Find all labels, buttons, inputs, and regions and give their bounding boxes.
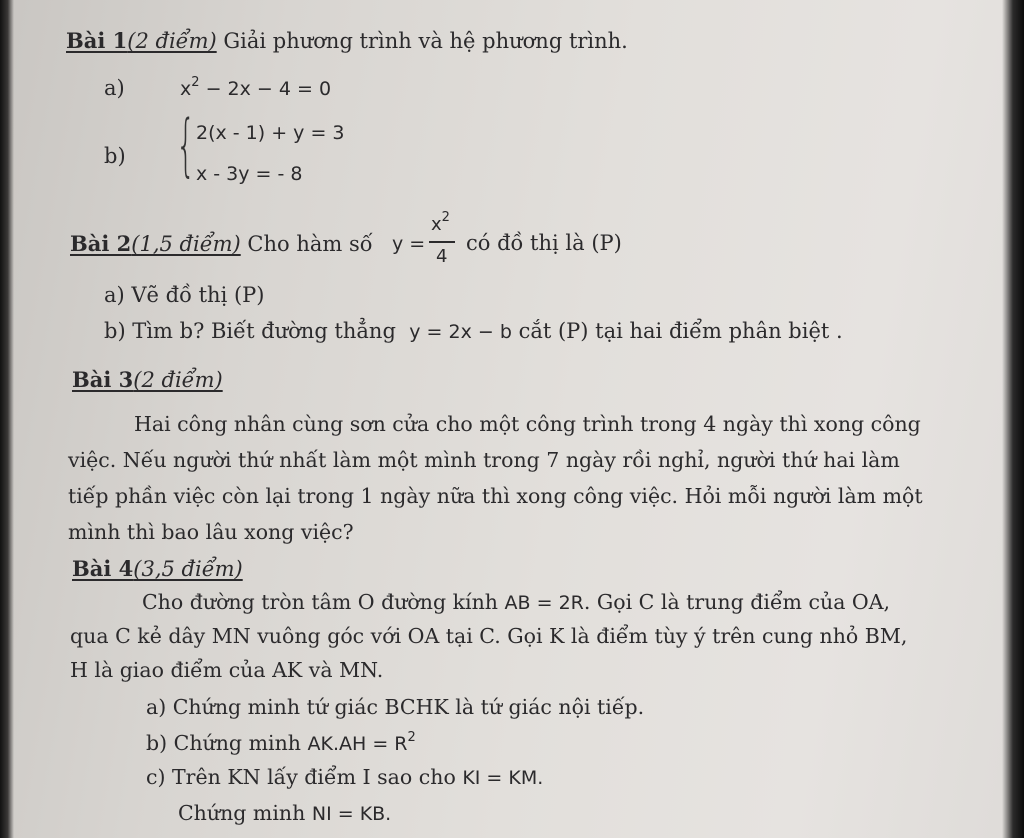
bai4-points: (3,5 điểm) bbox=[133, 557, 243, 581]
bai1-title: Giải phương trình và hệ phương trình. bbox=[223, 29, 628, 53]
bai4-b-eq bbox=[307, 730, 416, 755]
bai4-line1 bbox=[142, 592, 890, 613]
bai4-c2-line bbox=[178, 803, 391, 824]
bai3-title-line bbox=[72, 369, 223, 391]
bai1-b-eq1: 2(x - 1) + y = 3 bbox=[196, 122, 345, 144]
bai4-c2-pre: Chứng minh bbox=[178, 801, 306, 825]
bai2-frac-den: 4 bbox=[436, 246, 448, 267]
bai1-heading: Bài 1 bbox=[66, 28, 128, 53]
bai2-a: a) Vẽ đồ thị (P) bbox=[104, 283, 265, 307]
bai1-title-line bbox=[66, 30, 628, 52]
bai4-line1-pre: Cho đường tròn tâm O đường kính bbox=[142, 590, 498, 614]
bai4-c-pre: c) Trên KN lấy điểm I sao cho bbox=[146, 765, 456, 789]
bai2-b-line bbox=[104, 321, 843, 342]
bai2-b-post: cắt (P) tại hai điểm phân biệt . bbox=[518, 319, 843, 343]
bai4-c2-eq: NI = KB. bbox=[311, 803, 392, 825]
bai3-line1: Hai công nhân cùng sơn cửa cho một công trình trong 4 ngày thì xong công bbox=[134, 412, 921, 436]
bai4-line3: H là giao điểm của AK và MN. bbox=[70, 658, 384, 682]
photo-right-edge bbox=[1002, 0, 1024, 838]
bai3-line3: tiếp phần việc còn lại trong 1 ngày nữa thì xong công việc. Hỏi mỗi người làm một bbox=[68, 484, 923, 508]
bai1-a-equation bbox=[180, 75, 332, 100]
bai2-frac-numerator bbox=[431, 210, 450, 235]
bai2-text-pre: Cho hàm số bbox=[247, 232, 373, 256]
bai4-b-pre: b) Chứng minh bbox=[146, 731, 301, 755]
bai3-points: (2 điểm) bbox=[133, 368, 223, 392]
bai4-b-line bbox=[146, 730, 416, 755]
photo-left-edge bbox=[0, 0, 14, 838]
fraction-bar bbox=[429, 241, 455, 243]
bai1-a-eq-post: − 2x − 4 = 0 bbox=[205, 78, 332, 100]
bai4-heading: Bài 4 bbox=[72, 556, 134, 581]
bai4-line1-post: . Gọi C là trung điểm của OA, bbox=[583, 590, 891, 614]
bai4-line2: qua C kẻ dây MN vuông góc với OA tại C. Gọi K là điểm tùy ý trên cung nhỏ BM, bbox=[70, 624, 908, 648]
bai2-b-pre: b) Tìm b? Biết đường thẳng bbox=[104, 319, 396, 343]
bai2-frac-exp: 2 bbox=[441, 210, 450, 225]
system-brace: { bbox=[176, 106, 196, 185]
bai2-b-eq: y = 2x − b bbox=[409, 321, 512, 343]
bai1-a-eq-pre: x bbox=[180, 78, 192, 100]
bai1-b-eq2: x - 3y = - 8 bbox=[196, 163, 303, 185]
bai1-points: (2 điểm) bbox=[127, 29, 217, 53]
bai2-text-post: có đồ thị là (P) bbox=[466, 231, 622, 255]
bai2-points: (1,5 điểm) bbox=[131, 232, 241, 256]
bai4-c-line bbox=[146, 767, 543, 788]
bai2-title-line bbox=[70, 233, 373, 255]
bai1-a-eq-exp: 2 bbox=[191, 75, 200, 90]
bai2-y-eq: y = bbox=[392, 233, 426, 255]
bai2-frac-num: x bbox=[431, 214, 442, 235]
bai4-line1-eq: AB = 2R bbox=[504, 592, 584, 614]
bai1-b-label: b) bbox=[104, 144, 126, 168]
bai3-line4: mình thì bao lâu xong việc? bbox=[68, 520, 354, 544]
bai3-heading: Bài 3 bbox=[72, 367, 134, 392]
bai4-title-line bbox=[72, 558, 243, 580]
bai4-c-eq: KI = KM. bbox=[462, 767, 544, 789]
bai3-line2: việc. Nếu người thứ nhất làm một mình trong 7 ngày rồi nghỉ, người thứ hai làm bbox=[68, 448, 900, 472]
bai2-heading: Bài 2 bbox=[70, 231, 132, 256]
bai4-a: a) Chứng minh tứ giác BCHK là tứ giác nội tiếp. bbox=[146, 695, 645, 719]
bai4-b-exp: 2 bbox=[407, 730, 416, 745]
bai4-b-eq-text: AK.AH = R bbox=[307, 733, 408, 755]
bai1-a-label: a) bbox=[104, 76, 125, 100]
